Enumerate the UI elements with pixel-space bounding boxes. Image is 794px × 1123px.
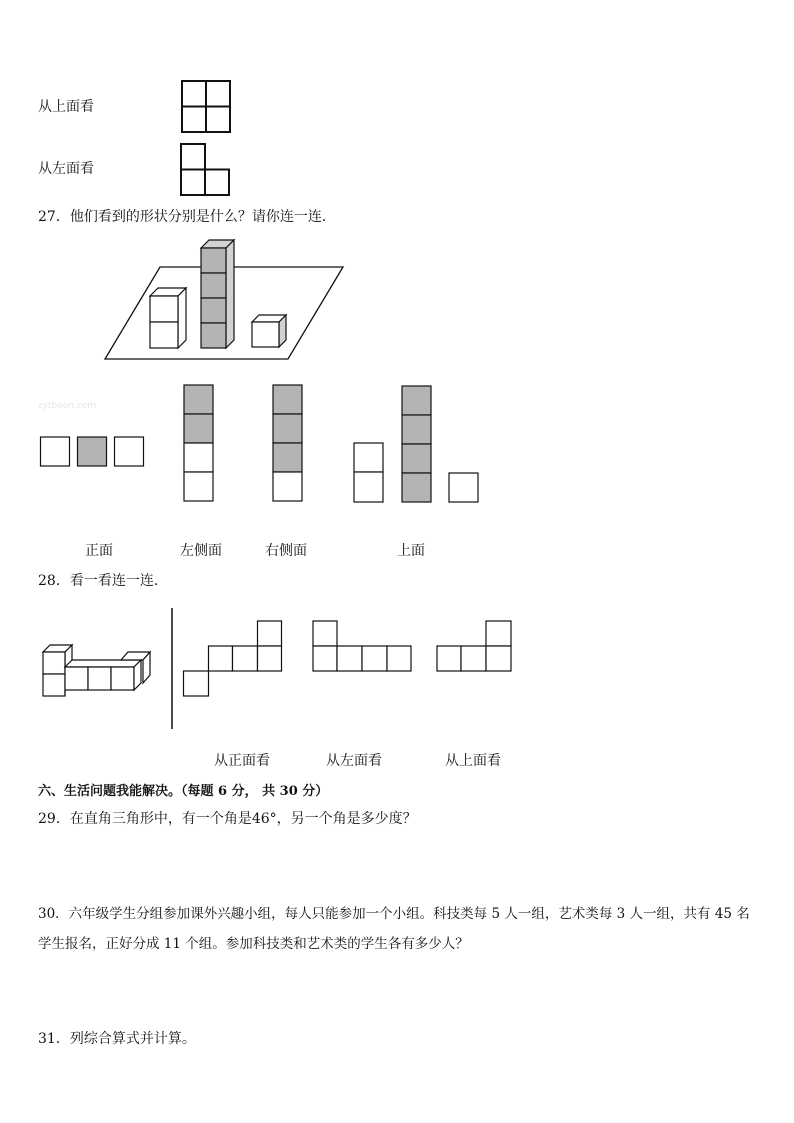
q28-option-3 <box>436 620 516 674</box>
label-front-view: 从正面看 <box>214 753 270 769</box>
section-6-heading: 六、生活问题我能解决。（每题 6 分， 共 30 分） <box>38 784 329 799</box>
option-right-side <box>272 384 304 502</box>
option-top <box>353 385 483 505</box>
right-cube <box>252 315 286 347</box>
left-view-label: 从左面看 <box>38 161 94 177</box>
question-31: 31．列综合算式并计算。 <box>38 1031 196 1047</box>
q28-divider <box>170 608 174 730</box>
left-view-figure <box>180 143 230 196</box>
label-left-view: 从左面看 <box>326 753 382 769</box>
left-stack <box>150 288 186 348</box>
option-left-side <box>183 384 215 502</box>
q28-option-2 <box>312 620 416 674</box>
label-top: 上面 <box>397 543 425 559</box>
label-right-side: 右侧面 <box>265 543 307 559</box>
option-front <box>40 436 146 468</box>
question-30-line-1: 30．六年级学生分组参加课外兴趣小组，每人只能参加一个小组。科技类每 5 人一组，艺术类每 3 人一组，共有 45 名 <box>38 906 750 922</box>
label-left-side: 左侧面 <box>180 543 222 559</box>
watermark: zytbeon.com <box>38 401 97 411</box>
question-30-line-2: 学生报名，正好分成 11 个组。参加科技类和艺术类的学生各有多少人？ <box>38 936 469 952</box>
q28-3d-figure <box>40 645 155 697</box>
label-front: 正面 <box>85 543 113 559</box>
question-27: 27．他们看到的形状分别是什么？请你连一连． <box>38 209 336 225</box>
q28-option-1 <box>182 620 286 698</box>
question-29: 29．在直角三角形中，有一个角是46°，另一个角是多少度？ <box>38 811 417 827</box>
top-view-figure <box>181 80 231 133</box>
label-top-view: 从上面看 <box>445 753 501 769</box>
top-view-label: 从上面看 <box>38 99 94 115</box>
question-28: 28．看一看连一连． <box>38 573 168 589</box>
middle-stack <box>201 240 234 348</box>
q27-scene <box>100 238 350 364</box>
